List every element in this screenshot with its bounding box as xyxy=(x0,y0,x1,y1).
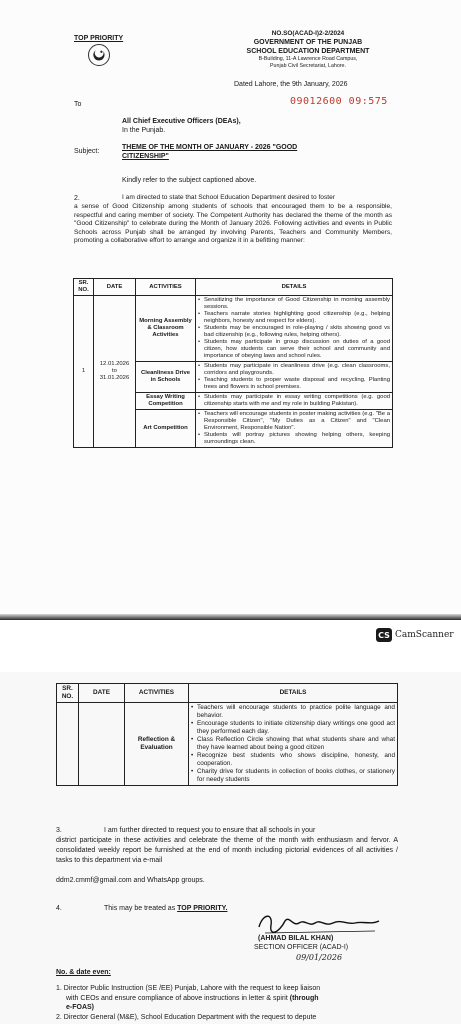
details-reflection xyxy=(189,703,398,786)
para-3-body: district participate in these activities and celebrate the theme of the month with enthusiasm and fervor. A consolidated weekly report be furnished at the end of month including pictorial evidences of all activities / tasks to this department via e-mail xyxy=(56,837,398,864)
detail-item: • Recognize best students who shows discipline, honesty, and cooperation. xyxy=(191,752,395,768)
dated-line: Dated Lahore, the 9th January, 2026 xyxy=(234,81,348,88)
table-row xyxy=(57,703,398,786)
para-4-lead: This may be treated as xyxy=(104,905,176,912)
activity-morning-assembly: Morning Assembly & Classroom Activities xyxy=(136,296,196,362)
details-art xyxy=(196,410,393,448)
activities-table xyxy=(73,278,393,448)
detail-item: • Teachers will encourage students in poster making activities (e.g. "Be a Responsible Citizen", "My Duties as a Citizen" and "Clean Environment, Responsible Nation". xyxy=(198,411,390,432)
header-activities: ACTIVITIES xyxy=(125,684,189,703)
para-2-first-line: I am directed to state that School Education Department desired to foster xyxy=(122,194,335,201)
signer-name: (AHMAD BILAL KHAN) xyxy=(258,935,334,942)
activity-essay: Essay Writing Competition xyxy=(136,393,196,410)
address-line-2: Punjab Civil Secretariat, Lahore. xyxy=(270,62,346,69)
subject-text xyxy=(122,143,392,161)
date-end: 31.01.2026 xyxy=(99,375,130,381)
copy-item-2: 2. Director General (M&E), School Education Department with the request to depute xyxy=(56,1013,317,1021)
subject-line-2: CITIZENSHIP" xyxy=(122,153,169,160)
table-header-row xyxy=(57,684,398,703)
para-4-priority: TOP PRIORITY. xyxy=(177,905,228,912)
details-essay xyxy=(196,393,393,410)
detail-item: • Students may participate in cleanliness drive (e.g. clean classrooms, corridors and playgrounds. xyxy=(198,363,390,377)
subject-line-1: THEME OF THE MONTH OF JANUARY - 2026 "GOOD xyxy=(122,144,298,151)
copy-item-1-line-1: 1. Director Public Instruction (SE /EE) Punjab, Lahore with the request to keep liaison xyxy=(56,985,321,992)
table-row xyxy=(74,296,393,362)
header-date: DATE xyxy=(94,279,136,296)
details-morning-assembly xyxy=(196,296,393,362)
header-activities: ACTIVITIES xyxy=(136,279,196,296)
copy-item-1-through: (through xyxy=(289,994,319,1002)
detail-item: • Students may be encouraged in role-playing / skits showing good vs bad citizenship (e.g., following rules, helping others). xyxy=(198,325,390,339)
details-cleanliness xyxy=(196,362,393,393)
para-3-first-line: I am further directed to request you to ensure that all schools in your xyxy=(104,827,316,834)
table-header-row xyxy=(74,279,393,296)
kindly-refer: Kindly refer to the subject captioned above. xyxy=(122,177,257,184)
activity-art: Art Competition xyxy=(136,410,196,448)
subject-label: Subject: xyxy=(74,148,100,155)
detail-item: • Encourage students to initiate citizenship diary writings one good act they performed each day. xyxy=(191,720,395,736)
number-and-date: No. & date even: xyxy=(56,969,111,976)
activity-cleanliness: Cleanliness Drive in Schools xyxy=(136,362,196,393)
addressee-location: In the Punjab. xyxy=(122,127,166,134)
diary-stamp: 09012600 09:575 xyxy=(290,96,388,107)
date-from: 12.01.2026 xyxy=(99,361,130,367)
government-name: GOVERNMENT OF THE PUNJAB xyxy=(253,39,363,46)
para-2-body: a sense of Good Citizenship among students of schools that encouraged them to be a responsible, respectful and caring member of society. The Competent Authority has declared the theme of the month as "Good Citizenship" to celebrate during the Month of January 2026. Following activities and events in Public Schools across Punjab shall be arranged by involving Parents, Teachers and Community Members, promoting a collaborative effort to arrange and organize it in a befitting manner: xyxy=(74,203,392,245)
reference-number: NO.SO(ACAD-I)2-2/2024 xyxy=(271,30,345,37)
para-2-number: 2. xyxy=(74,195,80,202)
camscanner-logo-icon: CS xyxy=(376,628,392,642)
copy-item-1-foas: e-FOAS) xyxy=(66,1004,94,1011)
activity-reflection: Reflection & Evaluation xyxy=(125,703,189,786)
header-sr-no: SR. NO. xyxy=(74,279,94,296)
activities-table-continued xyxy=(56,683,398,786)
detail-item: • Teachers will encourage students to practice polite language and behavior. xyxy=(191,704,395,720)
sr-number-empty xyxy=(57,703,79,786)
detail-item: • Students may participate in group discussion on duties of a good citizen, how students can serve their school and community and importance of obeying laws and school rules. xyxy=(198,339,390,360)
detail-item: • Teaching students to proper waste disposal and recycling. Planting trees and flowers in school premises. xyxy=(198,377,390,391)
address-line-1: B-Building, 11-A Lawrence Road Campus, xyxy=(258,56,358,62)
letterhead xyxy=(218,30,398,69)
detail-item: • Teachers narrate stories highlighting good citizenship (e.g., helping neighbors, honesty and respect for elders). xyxy=(198,311,390,325)
signer-title: SECTION OFFICER (ACAD-I) xyxy=(254,944,349,951)
copy-list xyxy=(56,984,398,1022)
camscanner-watermark xyxy=(376,628,454,642)
header-details: DETAILS xyxy=(196,279,393,296)
header-date: DATE xyxy=(79,684,125,703)
copy-item-1-line-2 xyxy=(56,994,398,1004)
para-3-number: 3. xyxy=(56,827,62,834)
sr-number: 1 xyxy=(74,296,94,448)
date-empty xyxy=(79,703,125,786)
to-label: To xyxy=(74,101,82,108)
detail-item: • Charity drive for students in collection of books clothes, or stationery for needy students xyxy=(191,768,395,784)
detail-item: • Sensitizing the importance of Good Citizenship in morning assembly sessions. xyxy=(198,297,390,311)
department-name: SCHOOL EDUCATION DEPARTMENT xyxy=(246,48,370,55)
detail-item: • Class Reflection Circle showing that what students share and what they have learned about being a good citizen xyxy=(191,736,395,752)
header-details: DETAILS xyxy=(189,684,398,703)
para-4-text xyxy=(104,904,227,913)
date-range xyxy=(94,296,136,448)
signature-date: 09/01/2026 xyxy=(296,953,343,962)
detail-item: • Students may participate in essay writing competitions (e.g. good citizenship starts with me and my role in building Pakistan). xyxy=(198,394,390,408)
addressee: All Chief Executive Officers (DEAs), xyxy=(122,118,241,125)
punjab-crest-icon xyxy=(88,44,110,66)
para-4-number: 4. xyxy=(56,905,62,912)
date-to-word: to xyxy=(112,368,117,374)
copy-item-1-text: with CEOs and ensure compliance of above instructions in letter & spirit xyxy=(66,994,288,1002)
header-sr-no: SR. NO. xyxy=(57,684,79,703)
para-3-email: ddm2.cmmf@gmail.com and WhatsApp groups. xyxy=(56,877,205,884)
camscanner-name: CamScanner xyxy=(395,630,454,640)
detail-item: • Students will portray pictures showing helping others, keeping surroundings clean. xyxy=(198,432,390,446)
top-priority-label: TOP PRIORITY xyxy=(74,35,124,42)
